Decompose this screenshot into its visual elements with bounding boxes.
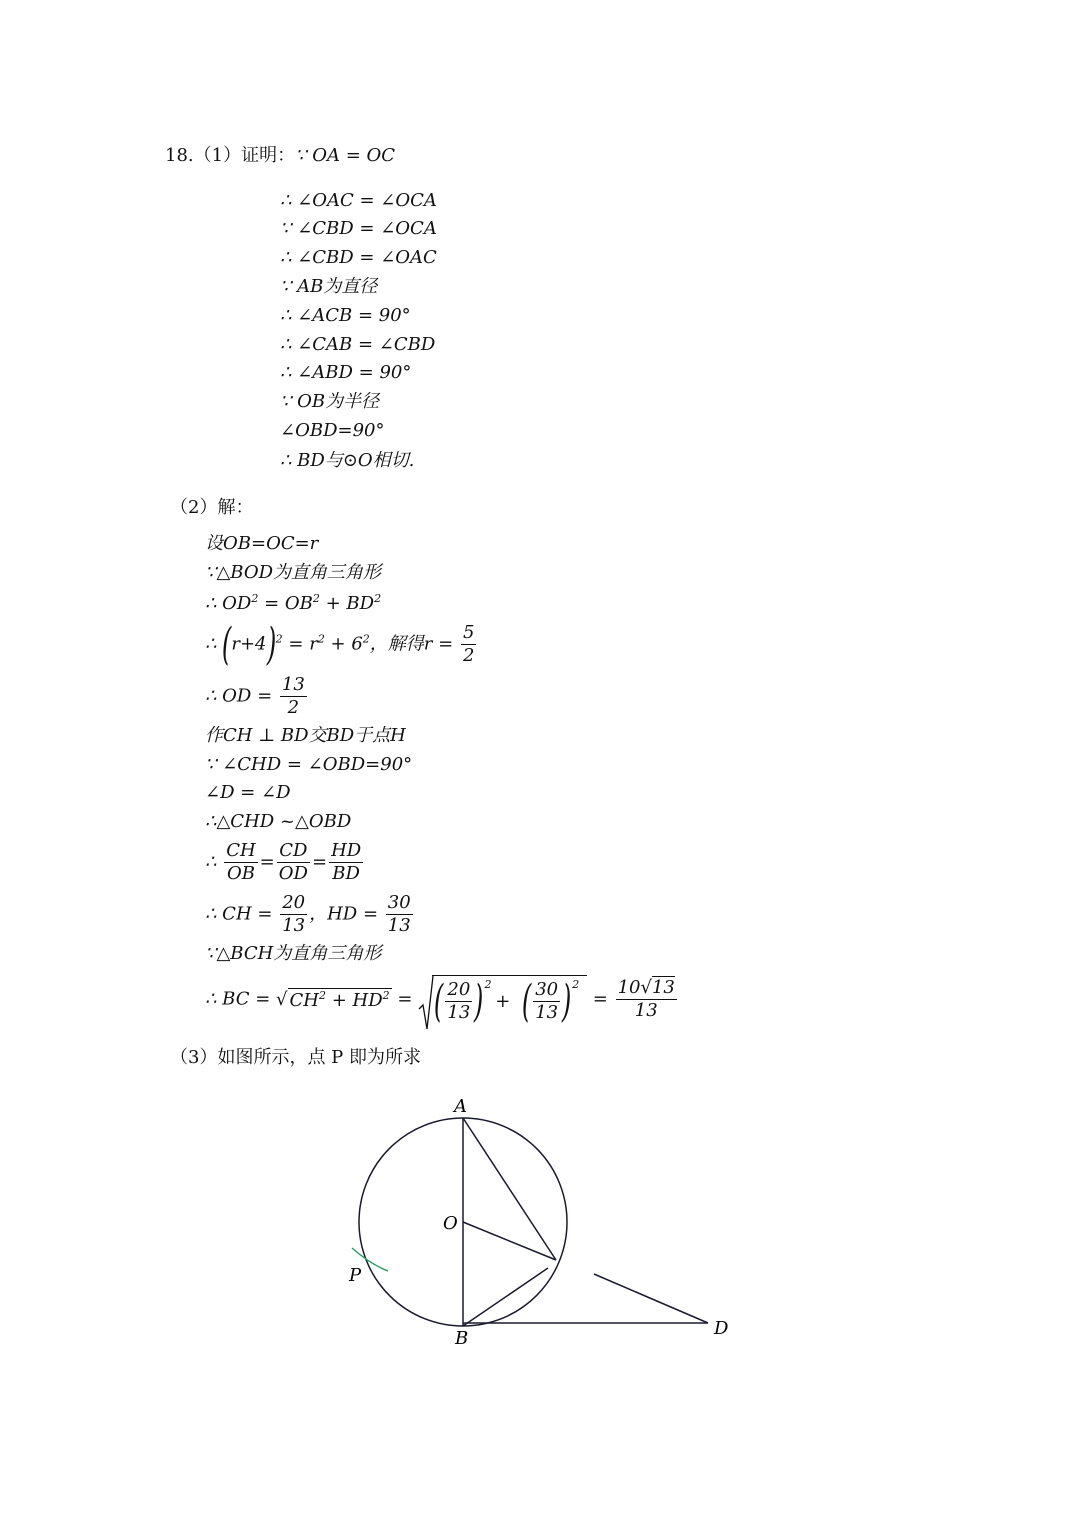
part2-header: （2）解：	[170, 497, 254, 518]
right-triangle-bch: ∵△BCH为直角三角形	[205, 943, 382, 964]
label-b: B	[455, 1328, 469, 1349]
part3-text: （3）如图所示，点 P 即为所求	[170, 1047, 422, 1068]
proof-line-2: ∵ ∠CBD = ∠OCA	[280, 218, 437, 239]
proof-line-9: ∠OBD=90°	[280, 420, 385, 441]
bc-value: ∴ BC = √ $CH^2 + HD^2$ = ( $\frac{20}{13}$ ) 2 + ( $\frac{30}{13}$ ) 2 = $\frac{10√13}{13}$	[205, 975, 679, 1024]
part1-header	[165, 145, 395, 167]
right-triangle-bod: ∵△BOD为直角三角形	[205, 562, 382, 583]
proof-line-4: ∵ AB为直径	[280, 276, 378, 297]
geometry-figure	[330, 1088, 750, 1358]
fraction-r: $\frac{5}{2}$	[462, 622, 475, 666]
proof-line-5: ∴ ∠ACB = 90°	[280, 305, 411, 326]
construct-ch: 作CH ⊥ BD交BD于点H	[205, 725, 406, 746]
set-radius: 设OB=OC=r	[205, 533, 319, 554]
proof-line-6: ∴ ∠CAB = ∠CBD	[280, 334, 436, 355]
proof-line-7: ∴ ∠ABD = 90°	[280, 362, 412, 383]
segment-cd	[594, 1274, 708, 1323]
label-o: O	[443, 1213, 458, 1234]
equation-r: ∴ $(r+4)^2 = r^2 + 6^2$，解得r = $\frac{5}{2}$	[205, 618, 475, 670]
similar-triangles: ∴△CHD ~△OBD	[205, 811, 352, 832]
label-p: P	[349, 1265, 362, 1286]
angle-d: ∠D = ∠D	[205, 782, 291, 803]
part1-prefix: 18.（1）证明：	[165, 145, 296, 166]
segment-oc	[463, 1222, 556, 1260]
pythagoras-od: ∴ $OD^2 = OB^2 + BD^2$	[205, 592, 382, 614]
segment-ac	[463, 1118, 556, 1260]
proof-line-8: ∵ OB为半径	[280, 391, 380, 412]
proof-line-1: ∴ ∠OAC = ∠OCA	[280, 190, 437, 211]
ch-hd-values: ∴ CH = $\frac{20}{13}$ ，HD = $\frac{30}{13}$	[205, 892, 411, 936]
label-d: D	[714, 1318, 729, 1339]
label-a: A	[454, 1096, 467, 1117]
fraction-bc: $\frac{10√13}{13}$	[617, 977, 675, 1021]
angles-equal: ∵ ∠CHD = ∠OBD=90°	[205, 754, 413, 775]
big-radical: ( $\frac{20}{13}$ ) 2 + ( $\frac{30}{13}$ ) 2	[418, 975, 587, 1024]
part1-given: ∵ OA = OC	[295, 145, 396, 166]
ratio-line: ∴ $\frac{CH}{OB}$ = $\frac{CD}{OD}$ = $\frac{HD}{BD}$	[205, 840, 362, 884]
proof-line-10: ∴ BD与⊙O相切.	[280, 450, 415, 471]
od-value: ∴ OD = $\frac{13}{2}$	[205, 674, 305, 718]
proof-line-3: ∴ ∠CBD = ∠OAC	[280, 247, 437, 268]
fraction-od: $\frac{13}{2}$	[281, 674, 305, 718]
